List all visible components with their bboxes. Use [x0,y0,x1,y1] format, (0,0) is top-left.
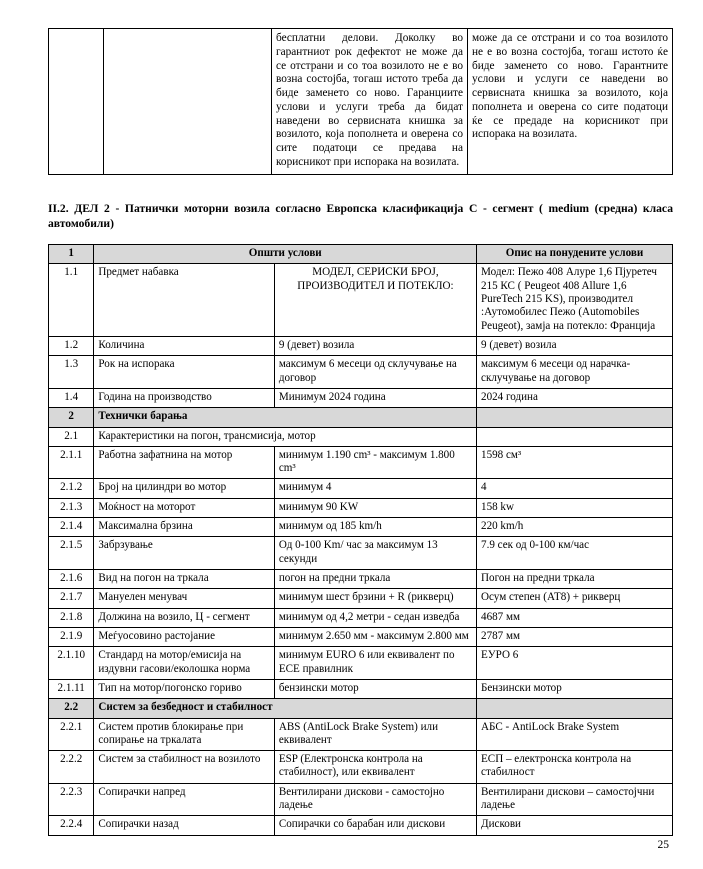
table-row [49,647,673,680]
table-row [49,751,673,784]
row-description: Карактеристики на погон, трансмисија, мотор [94,427,477,446]
row-number: 2.2.3 [49,783,94,816]
row-condition: погон на предни тркала [274,570,476,589]
table-row [49,570,673,589]
row-condition: 9 (девет) возила [274,336,476,355]
row-description: Максимална брзина [94,518,274,537]
row-offer: АБС - AntiLock Brake System [477,718,673,751]
row-condition: минимум шест брзини + R (риквeрц) [274,589,476,608]
row-description: Работна зафатнина на мотор [94,446,274,479]
table-row [49,356,673,389]
row-number: 1.4 [49,388,94,407]
row-condition: Минимум 2024 година [274,388,476,407]
table-row [49,498,673,517]
continuation-table [48,28,673,175]
row-condition: минимум од 4,2 метри - седан изведба [274,608,476,627]
row-offer [477,427,673,446]
row-description: Мануелен менувач [94,589,274,608]
row-offer: ЕУРО 6 [477,647,673,680]
row-offer: ЕСП – електронска контрола на стабилност [477,751,673,784]
row-offer: Модел: Пежо 408 Алуре 1,6 Пјуретеч 215 КС ( Peugeot 408 Allure 1,6 PureTech 215 KS), производител :Аутомобилес Пежо (Automobiles Peugeot), замја на потекло: Франција [477,264,673,337]
row-offer: 9 (девет) возила [477,336,673,355]
table-row [49,264,673,337]
row-offer: 2024 година [477,388,673,407]
table-row [49,537,673,570]
row-condition: минимум 90 KW [274,498,476,517]
specification-table-body [49,245,673,836]
row-condition: Сопирачки со барабан или дискови [274,816,476,835]
row-description: Систем за стабилност на возилото [94,751,274,784]
row-offer: 4687 мм [477,608,673,627]
row-description: Тип на мотор/погонско гориво [94,679,274,698]
row-number: 2.1.11 [49,679,94,698]
cell-desc [104,29,272,175]
row-description: Вид на погон на тркала [94,570,274,589]
row-number: 2.1.6 [49,570,94,589]
row-description: Сопирачки напред [94,783,274,816]
row-number: 2.2.2 [49,751,94,784]
row-condition: минимум од 185 km/h [274,518,476,537]
table-row [49,29,673,175]
row-number: 2.1.10 [49,647,94,680]
row-number: 1.3 [49,356,94,389]
row-number: 2.1 [49,427,94,446]
table-row [49,518,673,537]
table-subgroup-row [49,427,673,446]
table-row [49,336,673,355]
row-offer: Вентилирани дискови – самостојчни ладење [477,783,673,816]
table-row [49,627,673,646]
row-number: 2.1.1 [49,446,94,479]
row-offer: 220 km/h [477,518,673,537]
row-description: Должина на возило, Ц - сегмент [94,608,274,627]
table-row [49,388,673,407]
table-group-row [49,699,673,718]
row-offer: 7.9 сек од 0-100 км/час [477,537,673,570]
header-general-conditions: Општи услови [94,245,477,264]
row-description: Систем против блокирање при сопирање на тркалата [94,718,274,751]
row-description: Сопирачки назад [94,816,274,835]
row-description: Рок на испорака [94,356,274,389]
row-description: Забрзување [94,537,274,570]
row-offer: 2787 мм [477,627,673,646]
section-title: II.2. ДЕЛ 2 - Патнички моторни возила согласно Европска класификација С - сегмент ( medium (средна) класа автомобили) [48,201,673,231]
row-offer: Дискови [477,816,673,835]
group-label: Технички барања [94,408,477,427]
row-offer: 1598 см³ [477,446,673,479]
row-condition: минимум 2.650 мм - максимум 2.800 мм [274,627,476,646]
row-number: 1.1 [49,264,94,337]
cell-offer: може да се отстрани и со тоа возилото не е во возна состојба, тогаш истото ќе биде заменето со ново. Гарантните услови и услуги се наведени во сервисната книшка за возилото, која пополнета и оверена со сите податоци ќе се предаде на корисникот при испорака на возилата. [468,29,673,175]
row-offer: Бензински мотор [477,679,673,698]
row-condition: ABS (AntiLock Brake System) или еквивалент [274,718,476,751]
row-offer: Погон на предни тркала [477,570,673,589]
page-number: 25 [657,839,669,851]
table-group-row [49,408,673,427]
row-condition: ESP (Електронска контрола на стабилност), или еквивалент [274,751,476,784]
group-number: 2.2 [49,699,94,718]
group-offer [477,408,673,427]
row-description: Број на цилиндри во мотор [94,479,274,498]
header-num: 1 [49,245,94,264]
row-offer: 158 kw [477,498,673,517]
row-number: 2.1.9 [49,627,94,646]
table-row [49,479,673,498]
table-row [49,816,673,835]
row-condition: минимум 4 [274,479,476,498]
table-row [49,679,673,698]
row-condition: максимум 6 месеци од склучување на договор [274,356,476,389]
row-number: 2.1.3 [49,498,94,517]
row-offer: 4 [477,479,673,498]
group-number: 2 [49,408,94,427]
row-description: Моќност на моторот [94,498,274,517]
table-row [49,783,673,816]
table-row [49,718,673,751]
row-condition: минимум EURO 6 или еквивалент по ECE правилник [274,647,476,680]
table-row [49,608,673,627]
row-condition: бензински мотор [274,679,476,698]
table-row [49,589,673,608]
row-number: 2.2.4 [49,816,94,835]
row-description: Стандард на мотор/емисија на издувни гасови/еколошка норма [94,647,274,680]
row-offer: максимум 6 месеци од нарачка-склучување на договор [477,356,673,389]
row-number: 2.1.7 [49,589,94,608]
header-offer-description: Опис на понудените услови [477,245,673,264]
cell-conditions: бесплатни делови. Доколку во гарантниот рок дефектот не може да се отстрани и со тоа возилото не е во возна состојба, тогаш истото треба да биде заменето со ново. Гаранциите услови и услуги треба да бидат наведени во сервисната книшка за возилото, која пополнета и оверена со сите податоци се предава на корисникот при испорака на возилата. [272,29,468,175]
group-offer [477,699,673,718]
table-row [49,446,673,479]
row-description: Количина [94,336,274,355]
row-number: 2.2.1 [49,718,94,751]
row-condition: Вентилирани дискови - самостојно ладење [274,783,476,816]
row-number: 1.2 [49,336,94,355]
row-description: Меѓуосовино растојание [94,627,274,646]
row-condition: минимум 1.190 cm³ - максимум 1.800 cm³ [274,446,476,479]
row-description: Година на производство [94,388,274,407]
row-condition: Од 0-100 Km/ час за максимум 13 секунди [274,537,476,570]
row-number: 2.1.4 [49,518,94,537]
table-header-row [49,245,673,264]
row-description: Предмет набавка [94,264,274,337]
row-number: 2.1.5 [49,537,94,570]
row-condition: МОДЕЛ, СЕРИСКИ БРОЈ, ПРОИЗВОДИТЕЛ И ПОТЕКЛО: [274,264,476,337]
row-number: 2.1.8 [49,608,94,627]
continuation-table-body [49,29,673,175]
row-number: 2.1.2 [49,479,94,498]
row-offer: Осум степен (АТ8) + риквeрц [477,589,673,608]
cell-num [49,29,104,175]
specification-table [48,244,673,836]
group-label: Систем за безбедност и стабилност [94,699,477,718]
